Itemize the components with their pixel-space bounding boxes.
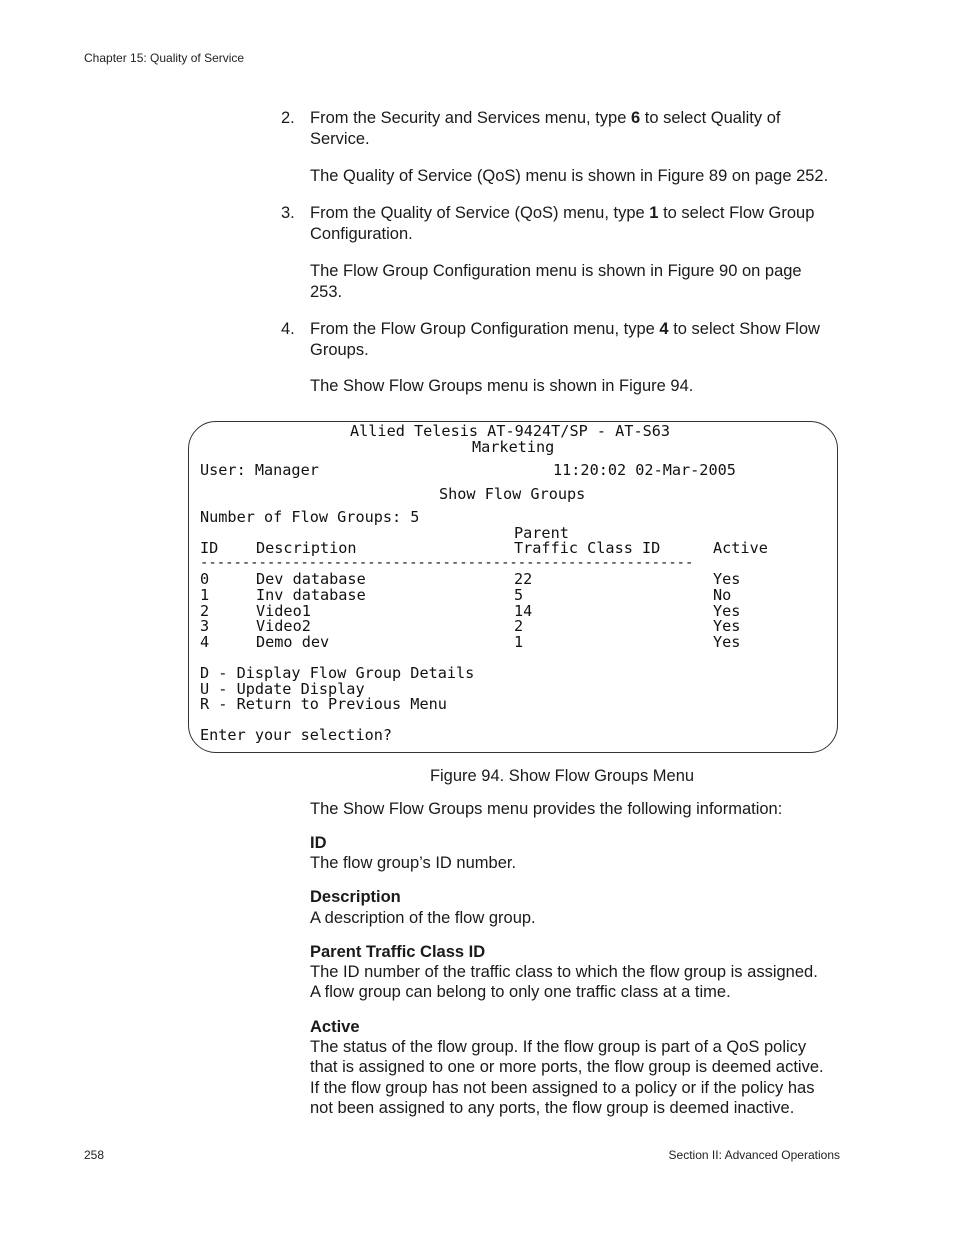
definition-text: A description of the flow group. xyxy=(310,909,536,927)
definition-text: The status of the flow group. If the flow group is part of a QoS policy xyxy=(310,1038,807,1056)
terminal-datetime: 11:20:02 02-Mar-2005 xyxy=(553,461,736,479)
row-id: 4 xyxy=(200,633,210,651)
section-footer: Section II: Advanced Operations xyxy=(668,1148,840,1162)
step-text-pre: From the Quality of Service (QoS) menu, type xyxy=(310,204,650,222)
menu-option-display-details: D - Display Flow Group Details xyxy=(200,664,475,682)
row-active: Yes xyxy=(713,570,741,588)
step-number: 2. xyxy=(281,109,295,127)
table-separator: ----------------------------------------------------------- xyxy=(200,555,694,571)
terminal-location: Marketing xyxy=(472,438,555,456)
figure-caption xyxy=(0,767,954,786)
step-note: The Flow Group Configuration menu is shown in Figure 90 on page 253. xyxy=(310,262,802,301)
row-parent: 2 xyxy=(514,617,524,635)
step-key: 4 xyxy=(659,320,669,338)
terminal-count: Number of Flow Groups: 5 xyxy=(200,508,420,526)
step-number: 3. xyxy=(281,204,295,222)
step-number: 4. xyxy=(281,320,295,338)
column-parent-bottom: Traffic Class ID xyxy=(514,539,661,557)
terminal-screen-title: Show Flow Groups xyxy=(439,485,586,503)
definition-term-parent-traffic-class-id: Parent Traffic Class ID xyxy=(310,943,486,961)
step-text-pre: From the Flow Group Configuration menu, type xyxy=(310,320,660,338)
definition-text: A flow group can belong to only one traffic class at a time. xyxy=(310,983,731,1001)
row-id: 3 xyxy=(200,617,210,635)
row-description: Demo dev xyxy=(256,633,330,651)
definition-term-id: ID xyxy=(310,834,327,852)
row-parent: 1 xyxy=(514,633,524,651)
step-text-pre: From the Security and Services menu, type xyxy=(310,109,631,127)
step-2 xyxy=(281,108,841,149)
definition-text: that is assigned to one or more ports, the flow group is deemed active. xyxy=(310,1058,824,1076)
row-active: Yes xyxy=(713,617,741,635)
column-parent-top: Parent xyxy=(514,524,569,542)
definition-term-active: Active xyxy=(310,1018,360,1036)
row-description: Inv database xyxy=(256,586,366,604)
row-active: Yes xyxy=(713,602,741,620)
row-description: Video2 xyxy=(256,617,311,635)
step-4 xyxy=(281,319,841,360)
definition-text: If the flow group has not been assigned to a policy or if the policy has xyxy=(310,1079,815,1097)
row-parent: 14 xyxy=(514,602,533,620)
step-key: 6 xyxy=(630,109,641,127)
chapter-header: Chapter 15: Quality of Service xyxy=(84,51,245,65)
step-note: The Show Flow Groups menu is shown in Figure 94. xyxy=(310,377,694,395)
menu-option-update-display: U - Update Display xyxy=(200,680,365,698)
step-text-post: to select Flow Group Configuration. xyxy=(310,204,815,243)
row-description: Dev database xyxy=(256,570,366,588)
column-id: ID xyxy=(200,539,219,557)
step-note: The Quality of Service (QoS) menu is shown in Figure 89 on page 252. xyxy=(310,167,829,185)
column-description: Description xyxy=(256,539,357,557)
intro-paragraph: The Show Flow Groups menu provides the following information: xyxy=(310,800,783,818)
terminal-prompt: Enter your selection? xyxy=(200,726,393,744)
row-parent: 22 xyxy=(514,570,533,588)
step-key: 1 xyxy=(649,204,659,222)
step-text-post: to select Quality of Service. xyxy=(310,109,781,148)
menu-option-return: R - Return to Previous Menu xyxy=(200,695,447,713)
page-number: 258 xyxy=(84,1148,105,1162)
row-id: 1 xyxy=(200,586,210,604)
definition-term-description: Description xyxy=(310,888,401,906)
step-3 xyxy=(281,203,841,244)
definition-text: not been assigned to any ports, the flow group is deemed inactive. xyxy=(310,1099,795,1117)
step-text-post: to select Show Flow Groups. xyxy=(310,320,820,359)
row-id: 2 xyxy=(200,602,210,620)
terminal-title: Allied Telesis AT-9424T/SP - AT-S63 xyxy=(350,422,671,440)
row-active: Yes xyxy=(713,633,741,651)
definition-text: The flow group’s ID number. xyxy=(310,854,517,872)
figure-caption-text: Figure 94. Show Flow Groups Menu xyxy=(429,767,695,785)
row-parent: 5 xyxy=(514,586,524,604)
row-id: 0 xyxy=(200,570,210,588)
terminal-user: User: Manager xyxy=(200,461,319,479)
row-active: No xyxy=(713,586,732,604)
definition-text: The ID number of the traffic class to which the flow group is assigned. xyxy=(310,963,818,981)
row-description: Video1 xyxy=(256,602,311,620)
column-active: Active xyxy=(713,539,768,557)
